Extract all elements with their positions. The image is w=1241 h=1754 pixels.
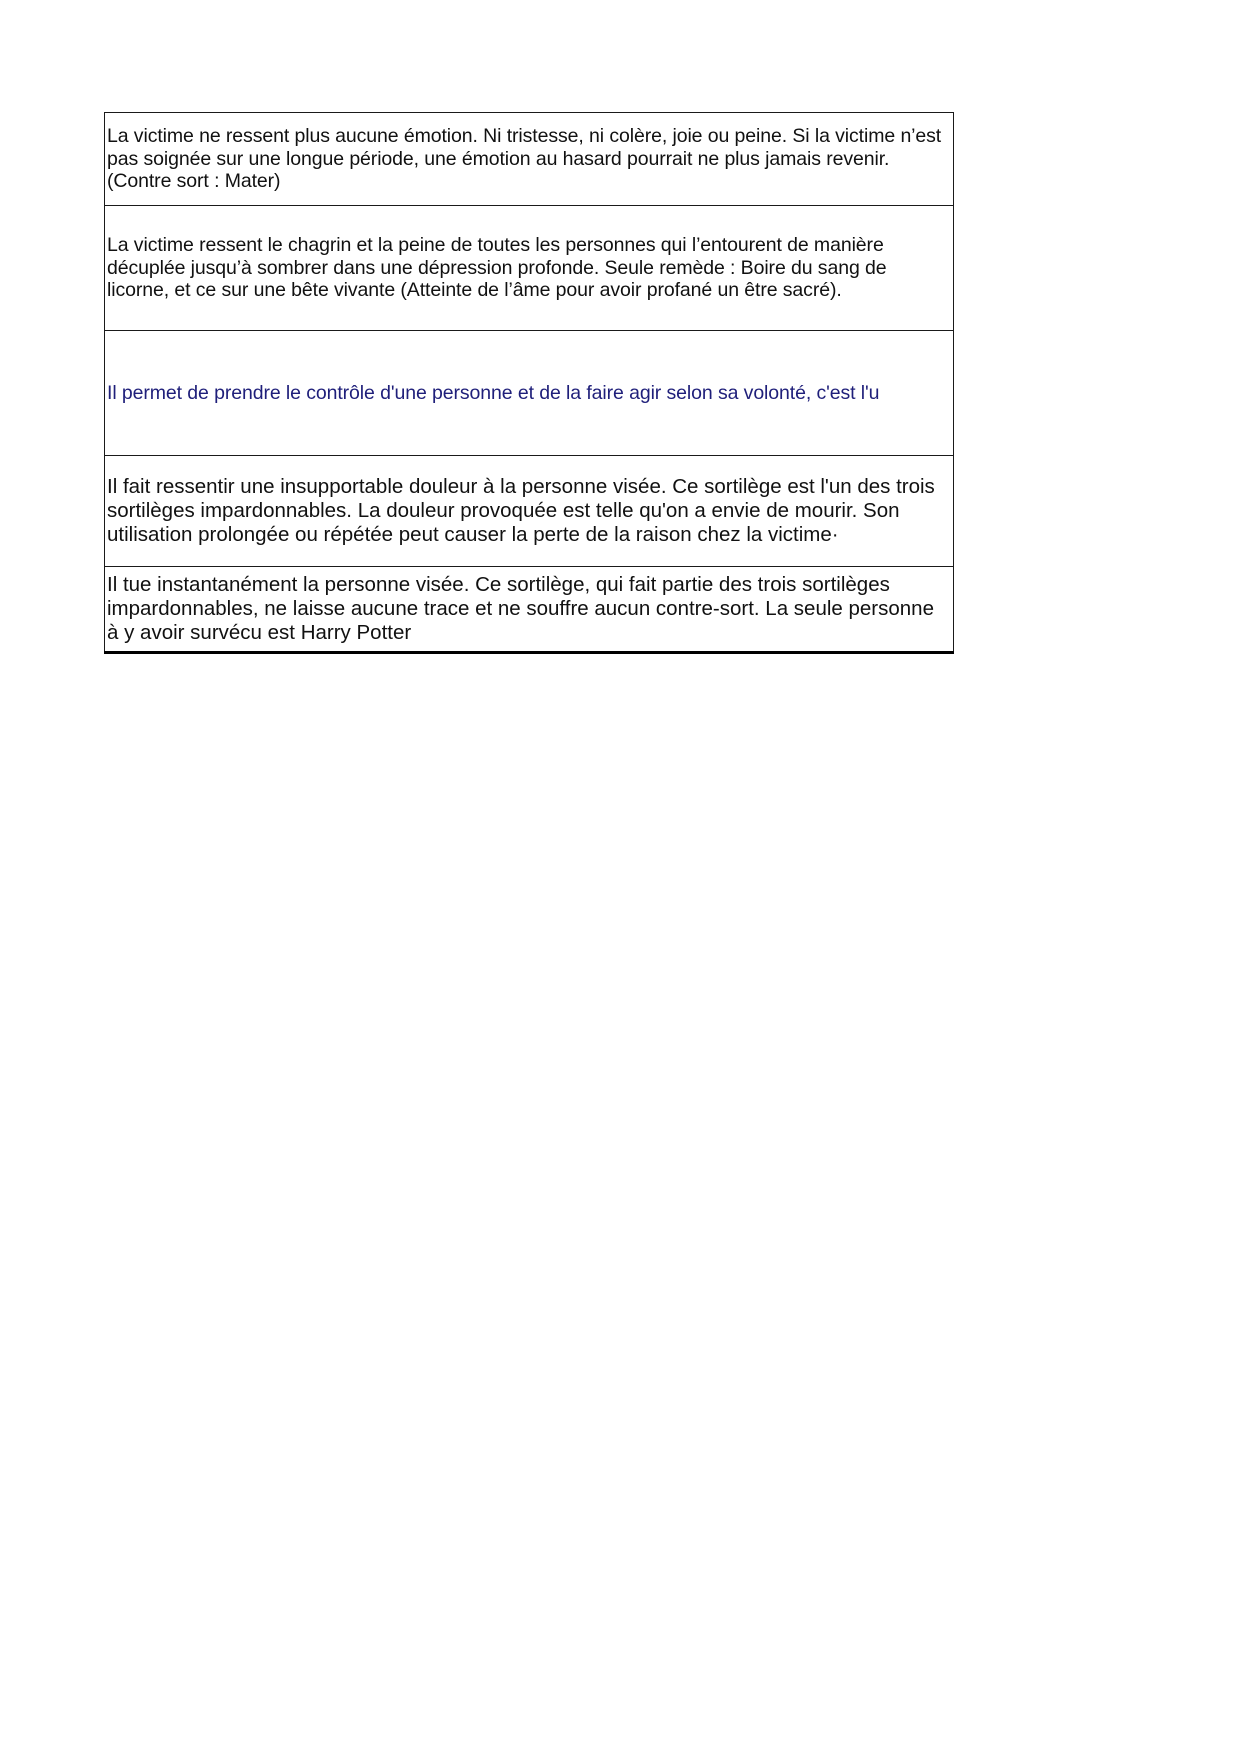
cell-text: Il fait ressentir une insupportable douleur à la personne visée. Ce sortilège est l'un des trois sortilèges impardonnables. La douleur provoquée est telle qu'on a envie de mourir. Son utilisation prolongée ou répétée peut causer la perte de la raison chez la victime· — [107, 475, 935, 546]
cell-text: Il tue instantanément la personne visée. Ce sortilège, qui fait partie des trois sortilèges impardonnables, ne laisse aucune trace et ne souffre aucun contre-sort. La seule personne à y avoir survécu est Harry Potter — [107, 573, 934, 644]
table-cell[interactable] — [105, 206, 954, 331]
table-cell[interactable] — [105, 567, 954, 653]
cell-text: Il permet de prendre le contrôle d'une personne et de la faire agir selon sa volonté, c'est l'u — [107, 381, 880, 404]
table-cell[interactable] — [105, 113, 954, 206]
table-cell[interactable] — [105, 456, 954, 567]
table-row — [105, 456, 954, 567]
table-cell[interactable] — [105, 331, 954, 456]
cell-text: La victime ressent le chagrin et la peine de toutes les personnes qui l’entourent de manière décuplée jusqu’à sombrer dans une dépression profonde. Seule remède : Boire du sang de licorne, et ce sur une bête vivante (Atteinte de l’âme pour avoir profané un être sacré). — [107, 234, 887, 302]
table-row — [105, 206, 954, 331]
spreadsheet-table — [104, 112, 954, 654]
table-row — [105, 567, 954, 653]
cell-text: La victime ne ressent plus aucune émotion. Ni tristesse, ni colère, joie ou peine. Si la victime n’est pas soignée sur une longue période, une émotion au hasard pourrait ne plus jamais revenir. (Contre sort : Mater) — [107, 125, 942, 193]
table-row — [105, 331, 954, 456]
table-row — [105, 113, 954, 206]
